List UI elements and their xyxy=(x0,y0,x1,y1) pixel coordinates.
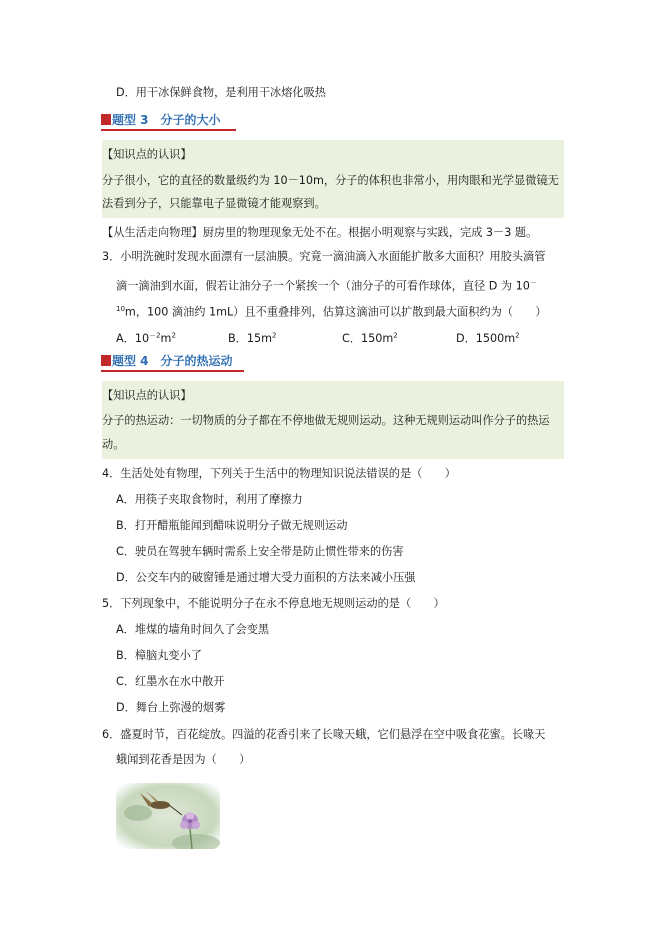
knowledge-box-3 xyxy=(102,140,564,218)
knowledge-line: 动。 xyxy=(102,438,125,451)
question-3-stem: 3．小明洗碗时发现水面漂有一层油膜。究竟一滴油滴入水面能扩散多大面积？用胶头滴管 xyxy=(102,250,546,263)
question-3-stem-line3: $^{10}$m，100 滴油约 1mL）且不重叠排列，估算这滴油可以扩散到最大面积约为（ ） xyxy=(116,305,547,319)
knowledge-line: 法看到分子，只能靠电子显微镜才能观察到。 xyxy=(102,197,326,210)
prev-question-option-d: D．用干冰保鲜食物，是利用干冰熔化吸热 xyxy=(116,86,326,99)
knowledge-box-4 xyxy=(102,381,564,459)
heading-marker-icon xyxy=(101,114,111,125)
moth-flower-photo xyxy=(116,783,220,849)
knowledge-title: 【知识点的认识】 xyxy=(102,148,192,161)
heading-underline xyxy=(101,370,244,372)
knowledge-line: 分子很小，它的直径的数量级约为 10－10m，分子的体积也非常小，用肉眼和光学显微镜无 xyxy=(102,174,559,187)
question-5-option-c[interactable]: C．红墨水在水中散开 xyxy=(116,675,225,688)
question-5-stem: 5．下列现象中，不能说明分子在永不停息地无规则运动的是（ ） xyxy=(102,597,445,610)
question-3-option-c[interactable]: C．$150m^2$ xyxy=(342,331,398,345)
question-4-option-d[interactable]: D．公交车内的破窗锤是通过增大受力面积的方法来减小压强 xyxy=(116,571,416,584)
question-4-option-a[interactable]: A．用筷子夹取食物时，利用了摩擦力 xyxy=(116,493,303,506)
question-5-option-a[interactable]: A．堆煤的墙角时间久了会变黑 xyxy=(116,623,270,636)
intro-line: 【从生活走向物理】厨房里的物理现象无处不在。根据小明观察与实践，完成 3－3 题。 xyxy=(102,226,538,239)
question-3-option-a[interactable]: A．$10^{-2}m^2$ xyxy=(116,331,176,345)
question-5-option-d[interactable]: D．舞台上弥漫的烟雾 xyxy=(116,701,226,714)
question-3-option-d[interactable]: D．$1500m^2$ xyxy=(456,331,520,345)
question-6-stem-line2: 蛾闻到花香是因为（ ） xyxy=(116,753,251,766)
question-5-option-b[interactable]: B．樟脑丸变小了 xyxy=(116,649,202,662)
question-3-stem-line2: 滴一滴油到水面，假若让油分子一个紧挨一个（油分子的可看作球体，直径 D 为 10－ xyxy=(116,279,537,293)
question-6-stem: 6．盛夏时节，百花绽放。四溢的花香引来了长喙天蛾，它们悬浮在空中吸食花蜜。长喙天 xyxy=(102,728,546,741)
question-3-option-b[interactable]: B．$15m^2$ xyxy=(228,331,277,345)
section-heading-4: 题型 4 分子的热运动 xyxy=(101,351,233,369)
section-heading-3: 题型 3 分子的大小 xyxy=(101,110,221,128)
knowledge-title: 【知识点的认识】 xyxy=(102,389,192,402)
heading-marker-icon xyxy=(101,355,111,366)
question-4-option-c[interactable]: C．驶员在驾驶车辆时需系上安全带是防止惯性带来的伤害 xyxy=(116,545,404,558)
heading-underline xyxy=(101,129,236,131)
question-4-option-b[interactable]: B．打开醋瓶能闻到醋味说明分子做无规则运动 xyxy=(116,519,348,532)
knowledge-line: 分子的热运动：一切物质的分子都在不停地做无规则运动。这种无规则运动叫作分子的热运 xyxy=(102,414,550,427)
question-4-stem: 4．生活处处有物理，下列关于生活中的物理知识说法错误的是（ ） xyxy=(102,467,456,480)
